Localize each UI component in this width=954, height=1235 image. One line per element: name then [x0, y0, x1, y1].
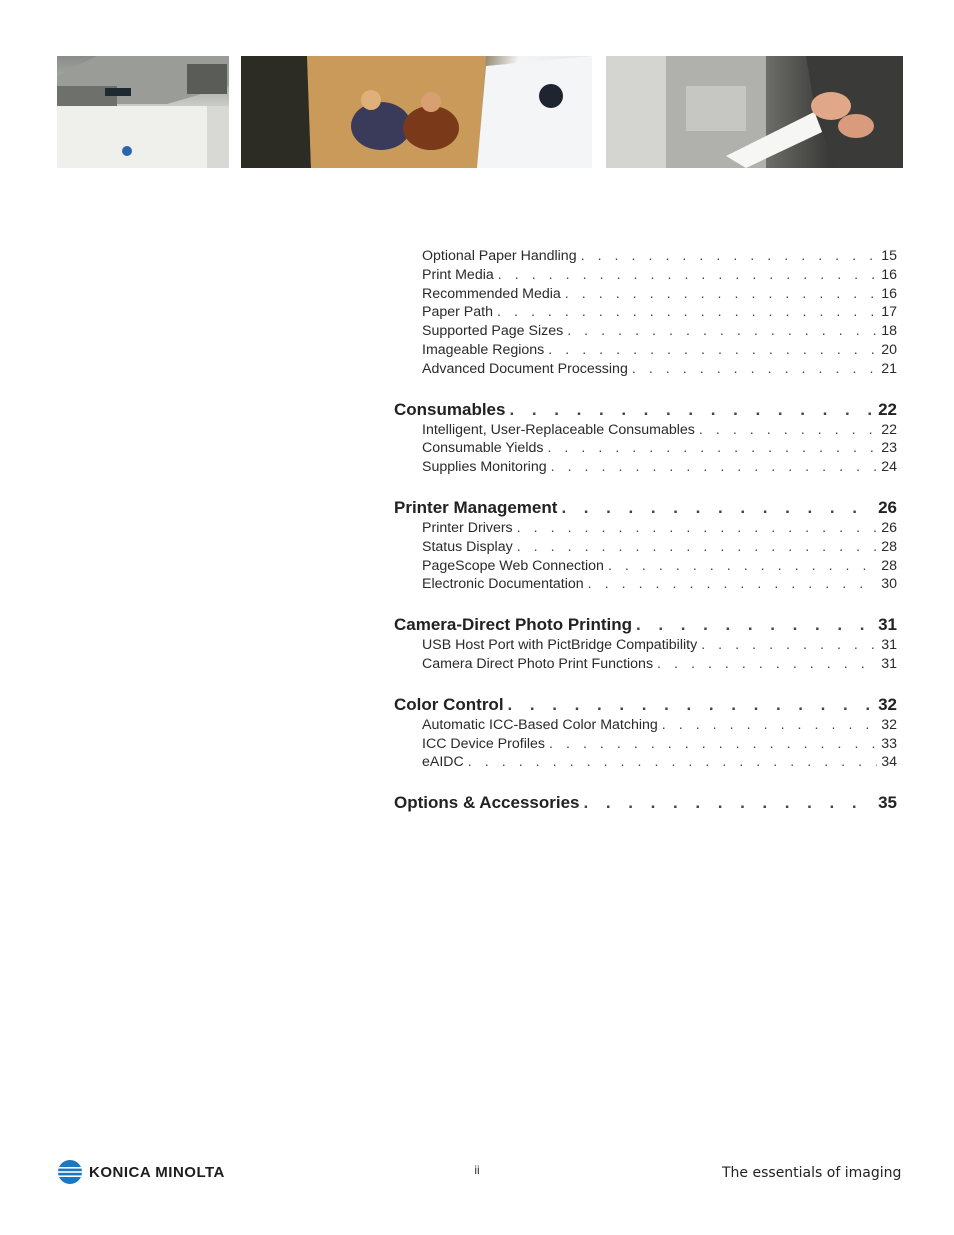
page-number: ii: [474, 1163, 480, 1177]
toc-section-heading[interactable]: [394, 695, 897, 717]
toc-section-heading[interactable]: [394, 400, 897, 422]
toc-entry-page: 31: [881, 655, 897, 672]
dot-leader: [657, 656, 877, 672]
toc-entry-title: Consumables: [394, 399, 506, 419]
toc-entry-title: Intelligent, User-Replaceable Consumables: [422, 421, 695, 438]
dot-leader: [662, 717, 877, 733]
brand-name: KONICA MINOLTA: [89, 1163, 225, 1181]
dot-leader: [551, 459, 878, 475]
toc-entry-title: Supported Page Sizes: [422, 323, 564, 340]
toc-entry-title: Advanced Document Processing: [422, 360, 628, 377]
toc-entry-title: Printer Management: [394, 497, 558, 517]
toc-entry-page: 32: [878, 694, 897, 714]
toc-entry-title: Supplies Monitoring: [422, 459, 547, 476]
toc-subentry[interactable]: [394, 656, 897, 675]
toc-entry-title: Options & Accessories: [394, 793, 580, 813]
toc-subentry[interactable]: [394, 539, 897, 558]
toc-entry-page: 23: [881, 440, 897, 457]
toc-section: [394, 400, 897, 478]
toc-section: [394, 793, 897, 815]
toc-subentry[interactable]: [394, 754, 897, 773]
dot-leader: [517, 539, 878, 555]
toc-entry-page: 28: [881, 557, 897, 574]
toc-subentry[interactable]: [394, 576, 897, 595]
toc-entry-title: Optional Paper Handling: [422, 248, 577, 264]
toc-entry-page: 21: [881, 360, 897, 377]
toc-entry-page: 30: [881, 576, 897, 593]
toc-entry-title: Printer Drivers: [422, 519, 513, 536]
toc-section-heading[interactable]: [394, 498, 897, 520]
toc-subentry[interactable]: [394, 342, 897, 361]
toc-subentry[interactable]: [394, 520, 897, 539]
dot-leader: [701, 637, 877, 653]
toc-entry-page: 16: [881, 285, 897, 302]
toc-entry-title: Consumable Yields: [422, 440, 544, 457]
toc-subentry[interactable]: [394, 637, 897, 656]
toc-entry-title: PageScope Web Connection: [422, 557, 604, 574]
toc-entry-page: 15: [881, 248, 897, 264]
toc-entry-page: 18: [881, 323, 897, 340]
dot-leader: [565, 286, 877, 302]
toc-entry-page: 24: [881, 459, 897, 476]
toc-subentry[interactable]: [394, 286, 897, 305]
printer-photo: [57, 56, 229, 168]
dot-leader: [498, 267, 877, 283]
toc-subentry[interactable]: [394, 267, 897, 286]
dot-leader: [632, 361, 877, 377]
toc-entry-page: 35: [878, 793, 897, 813]
dot-leader: [636, 615, 874, 635]
toc-entry-page: 20: [881, 341, 897, 358]
toc-entry-title: Print Media: [422, 266, 494, 283]
people-photo: [241, 56, 592, 168]
toc-entry-title: USB Host Port with PictBridge Compatibility: [422, 637, 698, 654]
dot-leader: [548, 342, 877, 358]
toc-entry-title: Camera Direct Photo Print Functions: [422, 655, 654, 672]
dot-leader: [497, 304, 877, 320]
toc-subentry[interactable]: [394, 459, 897, 478]
toc-subentry[interactable]: [394, 422, 897, 441]
toc-entry-page: 33: [881, 735, 897, 752]
toc-section-heading[interactable]: [394, 793, 897, 815]
toc-subentry[interactable]: [394, 304, 897, 323]
toc-subentry[interactable]: [394, 558, 897, 577]
toc-entry-page: 16: [881, 266, 897, 283]
toc-subentry[interactable]: [394, 323, 897, 342]
toc-subentry[interactable]: [394, 440, 897, 459]
dot-leader: [699, 422, 877, 438]
dot-leader: [468, 754, 877, 770]
dot-leader: [508, 695, 875, 715]
toc-entry-page: 32: [881, 716, 897, 733]
toc-subentry[interactable]: [394, 736, 897, 755]
dot-leader: [608, 558, 877, 574]
toc-entry-title: Status Display: [422, 538, 513, 555]
tagline: The essentials of imaging: [722, 1165, 902, 1181]
toc-entry-title: Camera-Direct Photo Printing: [394, 615, 633, 635]
toc-entry-page: 31: [881, 637, 897, 654]
toc-subentry[interactable]: [394, 361, 897, 380]
dot-leader: [588, 576, 878, 592]
toc-entry-page: 22: [881, 421, 897, 438]
dot-leader: [517, 520, 878, 536]
dot-leader: [581, 248, 878, 264]
hands-paper-photo: [606, 56, 903, 168]
toc-entry-title: Electronic Documentation: [422, 576, 584, 593]
toc-section: [394, 615, 897, 675]
toc-entry-page: 31: [878, 615, 897, 635]
dot-leader: [584, 793, 875, 813]
toc-section: [394, 498, 897, 595]
toc-section: [394, 695, 897, 773]
toc-entry-page: 34: [881, 754, 897, 771]
toc-entry-page: 28: [881, 538, 897, 555]
toc-subentry[interactable]: [394, 717, 897, 736]
table-of-contents: [394, 248, 897, 835]
toc-entry-page: 26: [881, 519, 897, 536]
dot-leader: [567, 323, 877, 339]
toc-entry-title: Paper Path: [422, 304, 493, 321]
dot-leader: [549, 736, 877, 752]
toc-entry-page: 17: [881, 304, 897, 321]
dot-leader: [561, 498, 874, 518]
toc-entry-title: Color Control: [394, 694, 504, 714]
toc-sections: [394, 400, 897, 816]
toc-entry-title: Automatic ICC-Based Color Matching: [422, 716, 658, 733]
toc-entry-title: Recommended Media: [422, 285, 561, 302]
dot-leader: [509, 400, 874, 420]
dot-leader: [547, 440, 877, 456]
toc-entry-page: 22: [878, 399, 897, 419]
toc-entry-title: Imageable Regions: [422, 341, 545, 358]
toc-entry-page: 26: [878, 497, 897, 517]
toc-subentry[interactable]: [394, 248, 897, 267]
toc-lead-section: [394, 248, 897, 380]
toc-section-heading[interactable]: [394, 615, 897, 637]
toc-entry-title: eAIDC: [422, 754, 464, 771]
toc-entry-title: ICC Device Profiles: [422, 735, 545, 752]
